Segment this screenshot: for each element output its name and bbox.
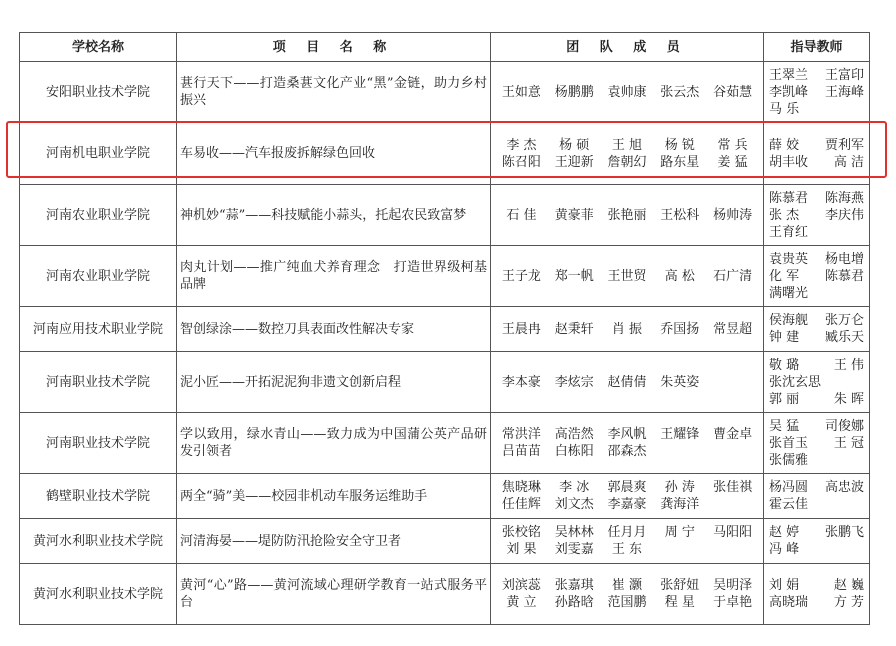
teacher-name: 胡丰收 — [769, 154, 809, 170]
team-members — [491, 474, 764, 519]
member-name: 石广清 — [713, 268, 753, 284]
member-name: 孙路晗 — [554, 595, 594, 610]
header-project: 项 目 名 称 — [177, 33, 491, 62]
project-name: 两全“骑”美——校园非机动车服务运维助手 — [177, 474, 491, 519]
member-name — [706, 541, 759, 558]
project-name: 车易收——汽车报废拆解绿色回收 — [177, 123, 491, 185]
member-name: 石 佳 — [506, 207, 537, 223]
advisor-teachers — [764, 413, 870, 474]
teacher-name — [817, 285, 865, 302]
teacher-name: 霍云佳 — [769, 497, 809, 512]
advisor-teachers — [764, 246, 870, 307]
member-name — [653, 443, 706, 460]
team-members — [491, 123, 764, 185]
advisor-teachers — [764, 123, 870, 185]
team-members — [491, 413, 764, 474]
member-name: 龚海洋 — [660, 497, 700, 512]
member-name: 张舒妞 — [660, 578, 700, 593]
teacher-name: 王 冠 — [833, 435, 864, 451]
member-name: 杨 锐 — [664, 137, 695, 153]
member-name: 常昱超 — [713, 321, 753, 337]
teacher-name: 朱 晖 — [833, 391, 864, 407]
member-name: 刘滨蕊 — [501, 578, 541, 593]
member-name: 王 东 — [611, 542, 643, 557]
member-name: 张佳祺 — [713, 480, 753, 495]
teacher-name: 陈慕君 — [769, 190, 809, 206]
table-row — [20, 352, 870, 413]
member-name: 刘文杰 — [554, 497, 594, 512]
teacher-name — [821, 374, 864, 391]
table-row — [20, 307, 870, 352]
teacher-name: 王育红 — [769, 224, 809, 240]
member-name: 杨 硕 — [559, 137, 590, 153]
teacher-name: 高 洁 — [833, 154, 864, 170]
member-name: 肖 振 — [611, 321, 643, 337]
team-members — [491, 246, 764, 307]
teacher-name: 高晓瑞 — [769, 595, 809, 610]
member-name: 张嘉琪 — [554, 578, 594, 593]
advisor-teachers — [764, 519, 870, 564]
teacher-name — [817, 496, 865, 513]
team-members — [491, 564, 764, 625]
member-name: 崔 灏 — [611, 578, 643, 593]
member-name: 任佳辉 — [501, 497, 541, 512]
table-row — [20, 246, 870, 307]
table-row — [20, 62, 870, 123]
member-name: 吴林林 — [554, 525, 594, 540]
member-name: 王迎新 — [554, 154, 594, 170]
teacher-name: 张鹏飞 — [824, 525, 864, 540]
teacher-name — [817, 541, 865, 558]
member-name: 任月月 — [607, 525, 647, 540]
member-name: 常洪洋 — [501, 427, 541, 442]
member-name: 李炫宗 — [554, 374, 594, 390]
member-name: 高 松 — [664, 268, 695, 284]
member-name: 姜 猛 — [717, 154, 748, 170]
member-name: 郑一帆 — [554, 268, 594, 284]
teacher-name: 王 伟 — [833, 357, 864, 373]
member-name: 李本豪 — [501, 374, 541, 390]
school-name: 安阳职业技术学院 — [20, 62, 177, 123]
header-teachers: 指导教师 — [764, 33, 870, 62]
advisor-teachers — [764, 352, 870, 413]
member-name: 常 兵 — [717, 137, 748, 153]
member-name: 赵秉轩 — [554, 321, 594, 337]
teacher-name: 贾利军 — [824, 137, 864, 153]
member-name: 黄 立 — [506, 595, 537, 610]
teacher-name: 王翠兰 — [769, 67, 809, 83]
school-name: 鹤壁职业技术学院 — [20, 474, 177, 519]
member-name: 刘雯嘉 — [554, 542, 594, 557]
member-name: 张云杰 — [660, 84, 700, 100]
header-members: 团 队 成 员 — [491, 33, 764, 62]
project-name: 神机妙“蒜”——科技赋能小蒜头，托起农民致富梦 — [177, 185, 491, 246]
teacher-name: 张儒雅 — [769, 452, 809, 468]
member-name: 于卓艳 — [713, 595, 753, 610]
member-name: 王晨冉 — [501, 321, 541, 337]
member-name: 乔国扬 — [660, 321, 700, 337]
member-name: 程 星 — [664, 595, 695, 610]
member-name: 邵森杰 — [607, 444, 647, 459]
table-row — [20, 564, 870, 625]
school-name: 河南应用技术职业学院 — [20, 307, 177, 352]
project-name: 河清海晏——堤防防汛抢险安全守卫者 — [177, 519, 491, 564]
teacher-name: 王海峰 — [824, 84, 864, 100]
teacher-name: 张沈玄思 — [769, 374, 822, 390]
teacher-name: 化 军 — [769, 268, 800, 284]
member-name: 袁帅康 — [607, 84, 647, 100]
member-name: 吴明泽 — [713, 578, 753, 593]
member-name: 李 杰 — [506, 137, 537, 153]
member-name: 王子龙 — [501, 268, 541, 284]
member-name: 王世贸 — [607, 268, 647, 284]
advisor-teachers — [764, 62, 870, 123]
teacher-name: 郭 丽 — [769, 391, 800, 407]
member-name: 焦晓琳 — [501, 480, 541, 495]
teacher-name: 陈慕君 — [824, 268, 864, 284]
teacher-name: 张万仑 — [824, 313, 864, 328]
table-row — [20, 413, 870, 474]
teacher-name: 陈海燕 — [824, 190, 864, 206]
member-name: 詹朝幻 — [607, 154, 647, 170]
member-name: 张校铭 — [501, 525, 541, 540]
member-name: 李 冰 — [559, 480, 590, 495]
teacher-name: 赵 婷 — [769, 525, 800, 540]
table-header-row — [20, 33, 870, 62]
member-name: 孙 涛 — [664, 480, 695, 495]
teacher-name: 臧乐天 — [824, 330, 864, 345]
member-name: 谷茹慧 — [713, 84, 753, 100]
team-members — [491, 62, 764, 123]
member-name: 刘 果 — [506, 542, 537, 557]
teacher-name — [817, 452, 865, 469]
teacher-name: 张首玉 — [769, 435, 809, 451]
member-name: 范国鹏 — [607, 595, 647, 610]
teacher-name: 马 乐 — [769, 101, 800, 117]
member-name: 王如意 — [501, 84, 541, 100]
teacher-name: 薛 姣 — [769, 137, 800, 153]
school-name: 黄河水利职业技术学院 — [20, 519, 177, 564]
teacher-name: 方 芳 — [833, 595, 864, 610]
member-name: 马阳阳 — [713, 525, 753, 540]
advisor-teachers — [764, 474, 870, 519]
table-row — [20, 474, 870, 519]
member-name: 杨鹏鹏 — [554, 84, 594, 100]
team-members — [491, 519, 764, 564]
team-members — [491, 307, 764, 352]
member-name: 王松科 — [660, 207, 700, 223]
member-name: 朱英姿 — [660, 374, 700, 390]
advisor-teachers — [764, 185, 870, 246]
project-name: 肉丸计划——推广纯血犬养育理念 打造世界级柯基品牌 — [177, 246, 491, 307]
advisor-teachers — [764, 307, 870, 352]
member-name: 杨帅涛 — [713, 207, 753, 223]
teacher-name: 袁贵英 — [769, 251, 809, 267]
school-name: 河南职业技术学院 — [20, 413, 177, 474]
member-name: 李嘉豪 — [607, 497, 647, 512]
teacher-name: 李庆伟 — [824, 207, 864, 223]
member-name: 王耀锋 — [660, 427, 700, 442]
member-name: 高浩然 — [554, 427, 594, 442]
teacher-name: 吴 猛 — [769, 418, 800, 434]
member-name: 李风帆 — [607, 427, 647, 442]
award-table — [19, 32, 870, 625]
project-name: 黄河“心”路——黄河流域心理研学教育一站式服务平台 — [177, 564, 491, 625]
teacher-name: 高忠波 — [824, 480, 864, 495]
teacher-name: 满曙光 — [769, 285, 809, 301]
teacher-name — [817, 224, 865, 241]
teacher-name: 赵 巍 — [833, 578, 864, 593]
member-name: 张艳丽 — [607, 207, 647, 223]
school-name: 河南机电职业学院 — [20, 123, 177, 185]
member-name — [653, 541, 706, 558]
table-row — [20, 519, 870, 564]
member-name: 白栋阳 — [554, 444, 594, 459]
member-name: 黄豪菲 — [554, 207, 594, 223]
project-name: 泥小匠——开拓泥泥狗非遗文创新启程 — [177, 352, 491, 413]
project-name: 智创绿涂——数控刀具表面改性解决专家 — [177, 307, 491, 352]
teacher-name: 司俊娜 — [824, 418, 864, 434]
member-name: 赵倩倩 — [607, 374, 647, 390]
teacher-name: 刘 娟 — [769, 578, 800, 593]
member-name — [706, 374, 759, 391]
teacher-name: 李凯峰 — [769, 84, 809, 100]
school-name: 河南职业技术学院 — [20, 352, 177, 413]
teacher-name: 冯 峰 — [769, 542, 800, 557]
member-name: 郭晨爽 — [607, 480, 647, 495]
school-name: 河南农业职业学院 — [20, 246, 177, 307]
teacher-name: 敬 璐 — [769, 357, 800, 373]
team-members — [491, 352, 764, 413]
member-name: 路东星 — [660, 154, 700, 170]
member-name: 周 宁 — [664, 525, 695, 540]
school-name: 河南农业职业学院 — [20, 185, 177, 246]
teacher-name: 杨电增 — [824, 251, 864, 267]
advisor-teachers — [764, 564, 870, 625]
member-name: 陈召阳 — [501, 154, 541, 170]
member-name: 曹金卓 — [713, 427, 753, 442]
teacher-name: 杨冯圆 — [769, 480, 809, 495]
member-name — [706, 496, 759, 513]
teacher-name: 王富印 — [824, 67, 864, 83]
table-row — [20, 185, 870, 246]
member-name: 王 旭 — [611, 137, 643, 153]
teacher-name — [817, 101, 865, 118]
table-row — [20, 123, 870, 185]
header-school: 学校名称 — [20, 33, 177, 62]
teacher-name: 钟 建 — [769, 330, 800, 345]
project-name: 学以致用，绿水青山——致力成为中国蒲公英产品研发引领者 — [177, 413, 491, 474]
teacher-name: 侯海舰 — [769, 313, 809, 328]
school-name: 黄河水利职业技术学院 — [20, 564, 177, 625]
member-name — [706, 443, 759, 460]
project-name: 葚行天下——打造桑葚文化产业“黑”金链，助力乡村振兴 — [177, 62, 491, 123]
teacher-name: 张 杰 — [769, 207, 800, 223]
member-name: 吕苗苗 — [501, 444, 541, 459]
team-members — [491, 185, 764, 246]
